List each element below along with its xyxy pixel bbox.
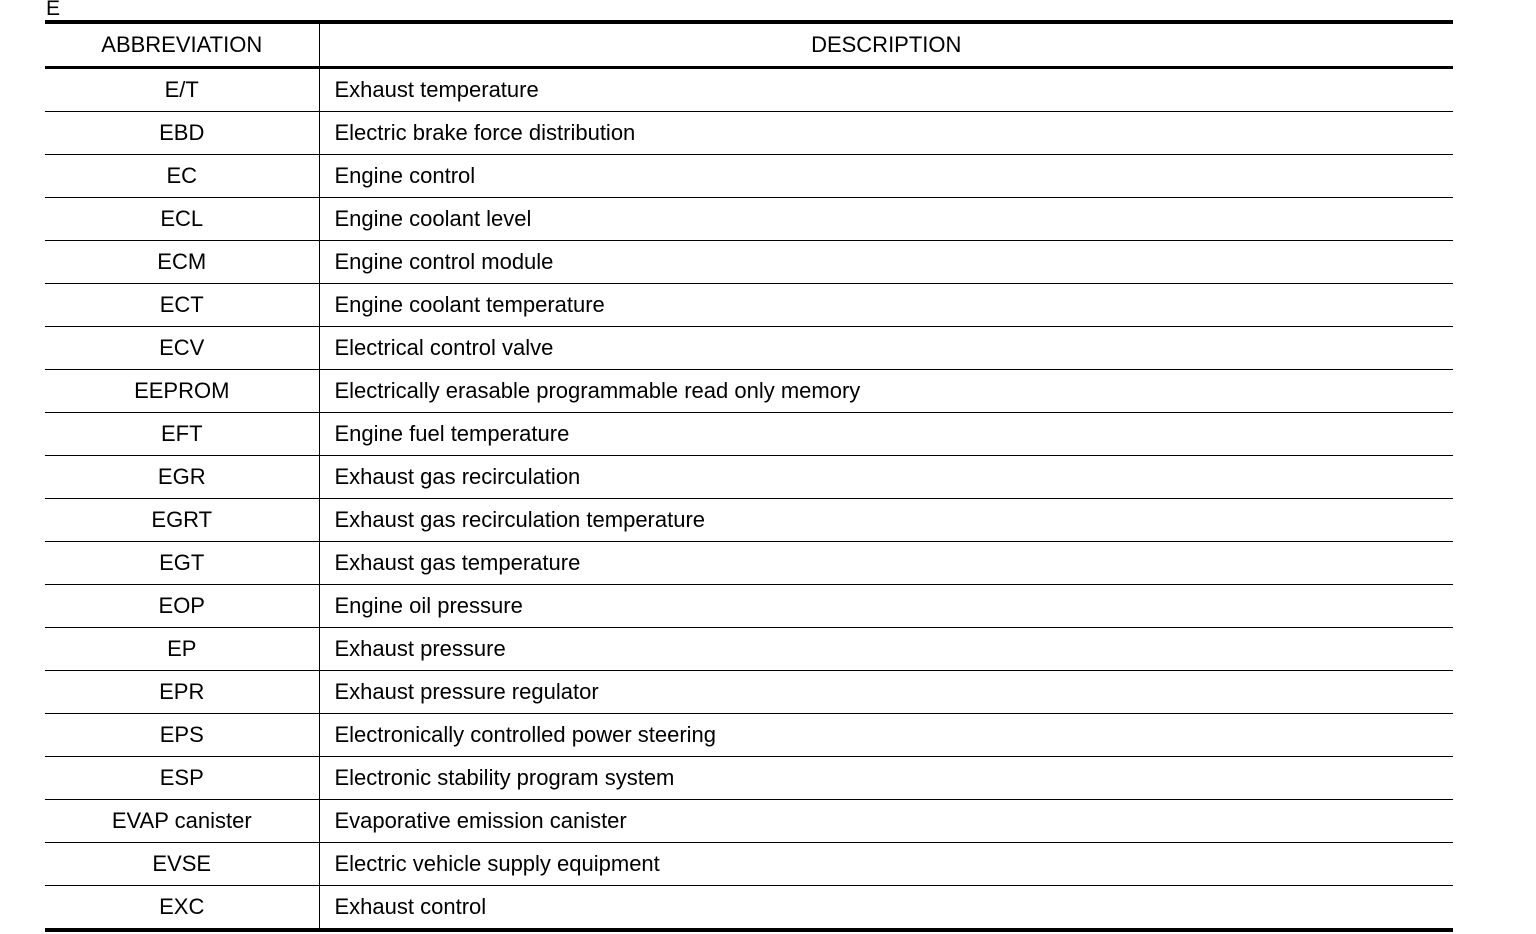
abbreviation-cell: EEPROM <box>45 370 319 413</box>
description-cell: Exhaust temperature <box>319 68 1453 112</box>
abbreviation-cell: EFT <box>45 413 319 456</box>
description-cell: Exhaust pressure regulator <box>319 671 1453 714</box>
abbreviation-cell: EBD <box>45 112 319 155</box>
description-cell: Electrically erasable programmable read only memory <box>319 370 1453 413</box>
abbreviation-cell: EPR <box>45 671 319 714</box>
description-cell: Evaporative emission canister <box>319 800 1453 843</box>
abbreviation-cell: EGRT <box>45 499 319 542</box>
description-cell: Engine control <box>319 155 1453 198</box>
description-cell: Electric brake force distribution <box>319 112 1453 155</box>
table-row <box>45 800 1453 843</box>
abbreviation-cell: EVAP canister <box>45 800 319 843</box>
table-row <box>45 671 1453 714</box>
description-cell: Engine control module <box>319 241 1453 284</box>
abbreviation-cell: ECT <box>45 284 319 327</box>
table-row <box>45 68 1453 112</box>
table-row <box>45 542 1453 585</box>
table-row <box>45 886 1453 931</box>
description-cell: Exhaust gas recirculation <box>319 456 1453 499</box>
table-row <box>45 370 1453 413</box>
abbreviation-cell: ECM <box>45 241 319 284</box>
abbreviation-cell: EVSE <box>45 843 319 886</box>
description-cell: Electric vehicle supply equipment <box>319 843 1453 886</box>
description-cell: Engine oil pressure <box>319 585 1453 628</box>
table-row <box>45 456 1453 499</box>
table-row <box>45 499 1453 542</box>
abbreviation-cell: E/T <box>45 68 319 112</box>
abbreviation-cell: ESP <box>45 757 319 800</box>
description-cell: Exhaust control <box>319 886 1453 931</box>
description-cell: Electronic stability program system <box>319 757 1453 800</box>
header-row <box>45 22 1453 68</box>
table-row <box>45 241 1453 284</box>
description-cell: Engine coolant level <box>319 198 1453 241</box>
table-row <box>45 843 1453 886</box>
table-row <box>45 413 1453 456</box>
abbreviation-cell: ECV <box>45 327 319 370</box>
abbreviation-cell: EP <box>45 628 319 671</box>
abbreviation-cell: EGR <box>45 456 319 499</box>
description-cell: Exhaust pressure <box>319 628 1453 671</box>
header-abbreviation: ABBREVIATION <box>45 22 319 68</box>
table-row <box>45 714 1453 757</box>
abbreviation-cell: EC <box>45 155 319 198</box>
table-row <box>45 112 1453 155</box>
description-cell: Electronically controlled power steering <box>319 714 1453 757</box>
abbreviation-table <box>45 20 1453 932</box>
description-cell: Engine fuel temperature <box>319 413 1453 456</box>
table-row <box>45 585 1453 628</box>
table-row <box>45 628 1453 671</box>
abbreviation-cell: EPS <box>45 714 319 757</box>
abbreviation-cell: EGT <box>45 542 319 585</box>
description-cell: Electrical control valve <box>319 327 1453 370</box>
header-description: DESCRIPTION <box>319 22 1453 68</box>
abbreviation-cell: ECL <box>45 198 319 241</box>
table-row <box>45 284 1453 327</box>
abbreviation-cell: EXC <box>45 886 319 931</box>
table-row <box>45 198 1453 241</box>
abbreviation-cell: EOP <box>45 585 319 628</box>
table-body <box>45 68 1453 931</box>
table-row <box>45 155 1453 198</box>
table-row <box>45 757 1453 800</box>
description-cell: Exhaust gas temperature <box>319 542 1453 585</box>
description-cell: Engine coolant temperature <box>319 284 1453 327</box>
table-header <box>45 22 1453 68</box>
description-cell: Exhaust gas recirculation temperature <box>319 499 1453 542</box>
section-letter: E <box>46 0 61 20</box>
table-row <box>45 327 1453 370</box>
